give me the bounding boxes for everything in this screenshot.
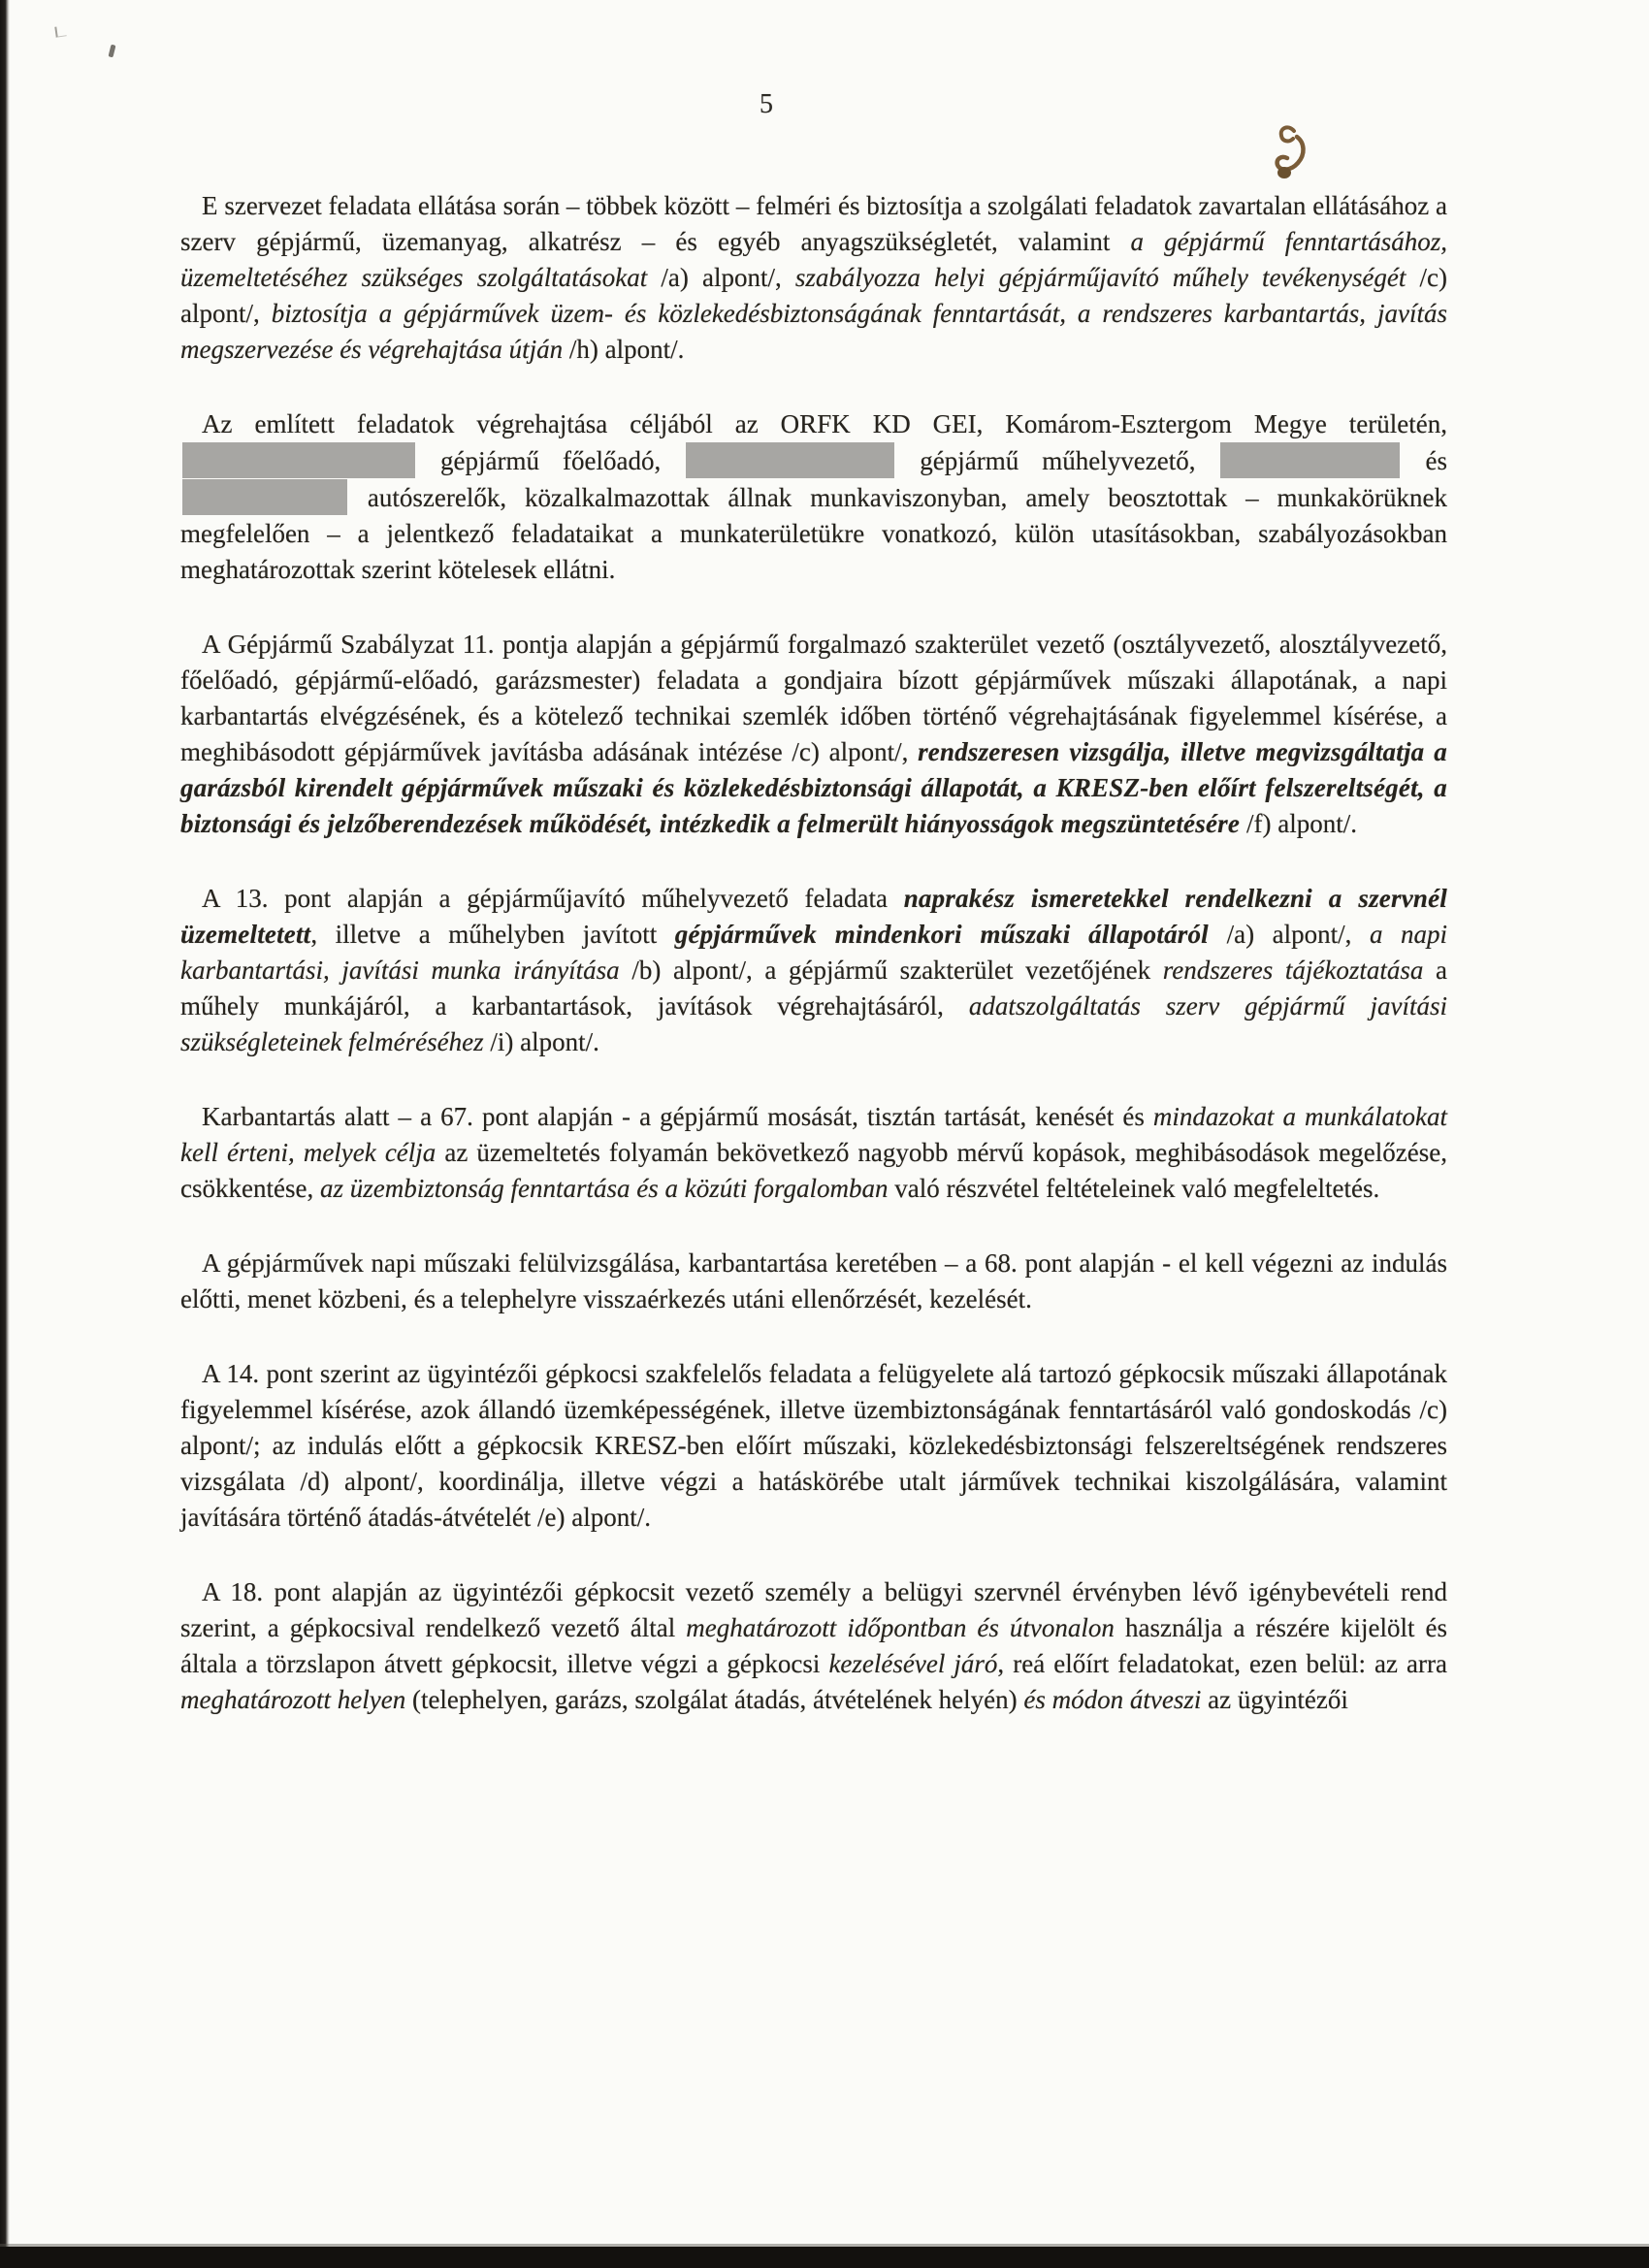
text-run: való részvétel feltételeinek való megfeleltetés. [894, 1174, 1380, 1203]
text-run: /a) alpont/, [1226, 920, 1370, 949]
document-body [180, 188, 1447, 1757]
text-run: az ügyintézői [1208, 1685, 1348, 1714]
redaction-block [182, 479, 347, 515]
text-run: rendszeresen vizsgálja, illetve megvizsgáltatja a garázsból kirendelt gépjárművek műszaki és közlekedésbiztonsági állapotát, a KRESZ-ben előírt felszereltségét, a biztonsági és jelzőberendezések működését, intézkedik a felmerült hiányosságok megszüntetésére [180, 737, 1447, 838]
text-run: és módon átveszi [1023, 1685, 1209, 1714]
text-run: és [1402, 446, 1447, 475]
text-run: gépjármű főelőadó, [417, 446, 685, 475]
text-run: rendszeres tájékoztatása [1162, 956, 1436, 985]
text-run: , illetve a műhelyben javított [310, 920, 675, 949]
paragraph [180, 627, 1447, 842]
text-run: , reá előírt feladatokat, ezen belül: az arra [997, 1649, 1447, 1678]
text-run: az üzemeltetés folyamán bekövetkező nagyobb mérvű kopások, meghibásodások megelőzése, csökkentése, [180, 1138, 1447, 1203]
text-run: Az említett feladatok végrehajtása céljából az ORFK KD GEI, Komárom-Esztergom Megye területén, [202, 409, 1447, 438]
text-run: /h) alpont/. [568, 335, 685, 364]
paragraph [180, 1574, 1447, 1718]
text-run: gépjárművek mindenkori műszaki állapotáról [674, 920, 1227, 949]
text-run: /a) alpont/, [661, 263, 795, 292]
text-run: gépjármű műhelyvezető, [896, 446, 1219, 475]
text-run: a napi karbantartási, javítási munka irányítása [180, 920, 1447, 985]
text-run: meghatározott helyen [180, 1685, 412, 1714]
text-run: E szervezet feladata ellátása során – többek között – felméri és biztosítja a szolgálati feladatok zavartalan ellátásához a szerv gépjármű, üzemanyag, alkatrész – és egyéb anyagszükségletét, valamint [180, 191, 1447, 256]
text-run: /c) alpont/, [180, 263, 1447, 328]
text-run: A 13. pont alapján a gépjárműjavító műhelyvezető feladata [202, 884, 904, 913]
text-run: naprakész ismeretekkel rendelkezni a szervnél üzemeltetett [180, 884, 1447, 949]
text-run: A 18. pont alapján az ügyintézői gépkocsit vezető személy a belügyi szervnél érvényben lévő igénybevételi rend szerint, a gépkocsival rendelkező vezető által [180, 1577, 1447, 1642]
scan-speck [109, 45, 116, 58]
redaction-block [1220, 442, 1400, 478]
text-run: szabályozza helyi gépjárműjavító műhely tevékenységét [794, 263, 1420, 292]
text-run: kezelésével járó [828, 1649, 998, 1678]
scan-border-bottom [0, 2247, 1649, 2268]
redaction-block [182, 442, 415, 478]
paragraph [180, 1356, 1447, 1536]
text-run: mindazokat a munkálatokat kell érteni, melyek célja [180, 1102, 1447, 1167]
text-run: autószerelők, közalkalmazottak állnak munkaviszonyban, amely beosztottak – munkakörüknek megfelelően – a jelentkező feladataikat a munkaterületükre vonatkozó, külön utasításokban, szabályozásokban meghatározottak szerint kötelesek ellátni. [180, 483, 1447, 584]
paragraph [180, 881, 1447, 1060]
text-run: /i) alpont/. [490, 1027, 599, 1056]
paragraph [180, 406, 1447, 588]
scan-speck [54, 25, 66, 37]
page-number: 5 [760, 89, 773, 119]
scan-border-left [0, 0, 10, 2268]
text-run: a műhely munkájáról, a karbantartások, javítások végrehajtásáról, [180, 956, 1447, 1021]
text-run: használja a részére kijelölt és általa a törzslapon átvett gépkocsit, illetve végzi a gépkocsi [180, 1613, 1447, 1678]
paragraph [180, 1099, 1447, 1207]
text-run: A Gépjármű Szabályzat 11. pontja alapján a gépjármű forgalmazó szakterület vezető (osztályvezető, alosztályvezető, főelőadó, gépjármű-előadó, garázsmester) feladata a gondjaira bízott gépjárművek műszaki állapotának, a napi karbantartás elvégzésének, és a kötelező technikai szemlék időben történő végrehajtásának figyelemmel kísérése, a meghibásodott gépjárművek javításba adásának intézése /c) alpont/, [180, 630, 1447, 766]
text-run: (telephelyen, garázs, szolgálat átadás, átvételének helyén) [411, 1685, 1024, 1714]
paragraph [180, 188, 1447, 368]
text-run: /f) alpont/. [1245, 809, 1357, 838]
text-run: /b) alpont/, a gépjármű szakterület vezetőjének [631, 956, 1163, 985]
text-run: az üzembiztonság fenntartása és a közúti forgalomban [319, 1174, 895, 1203]
paragraph [180, 1246, 1447, 1317]
text-run: meghatározott időpontban és útvonalon [686, 1613, 1125, 1642]
text-run: a gépjármű fenntartásához, üzemeltetéséhez szükséges szolgáltatásokat [180, 227, 1447, 292]
redaction-block [686, 442, 894, 478]
text-run: adatszolgáltatás szerv gépjármű javítási szükségleteinek felméréséhez [180, 991, 1447, 1056]
text-run: A gépjárművek napi műszaki felülvizsgálása, karbantartása keretében – a 68. pont alapján - el kell végezni az indulás előtti, menet közbeni, és a telephelyre visszaérkezés utáni ellenőrzését, kezelését. [180, 1248, 1447, 1313]
text-run: Karbantartás alatt – a 67. pont alapján - a gépjármű mosását, tisztán tartását, kenését és [202, 1102, 1153, 1131]
text-run: biztosítja a gépjárművek üzem- és közlekedésbiztonságának fenntartását, a rendszeres karbantartás, javítás megszervezése és végrehajtása útján [180, 299, 1447, 364]
text-run: A 14. pont szerint az ügyintézői gépkocsi szakfelelős feladata a felügyelete alá tartozó gépkocsik műszaki állapotának figyelemmel kísérése, azok állandó üzemképességének, illetve üzembiztonságának fenntartásáról való gondoskodás /c) alpont/; az indulás előtt a gépkocsik KRESZ-ben előírt műszaki, közlekedésbiztonsági felszereltségének rendszeres vizsgálata /d) alpont/, koordinálja, illetve végzi a hatáskörébe utalt járművek technikai kiszolgálására, valamint javítására történő átadás-átvételét /e) alpont/. [180, 1359, 1447, 1532]
